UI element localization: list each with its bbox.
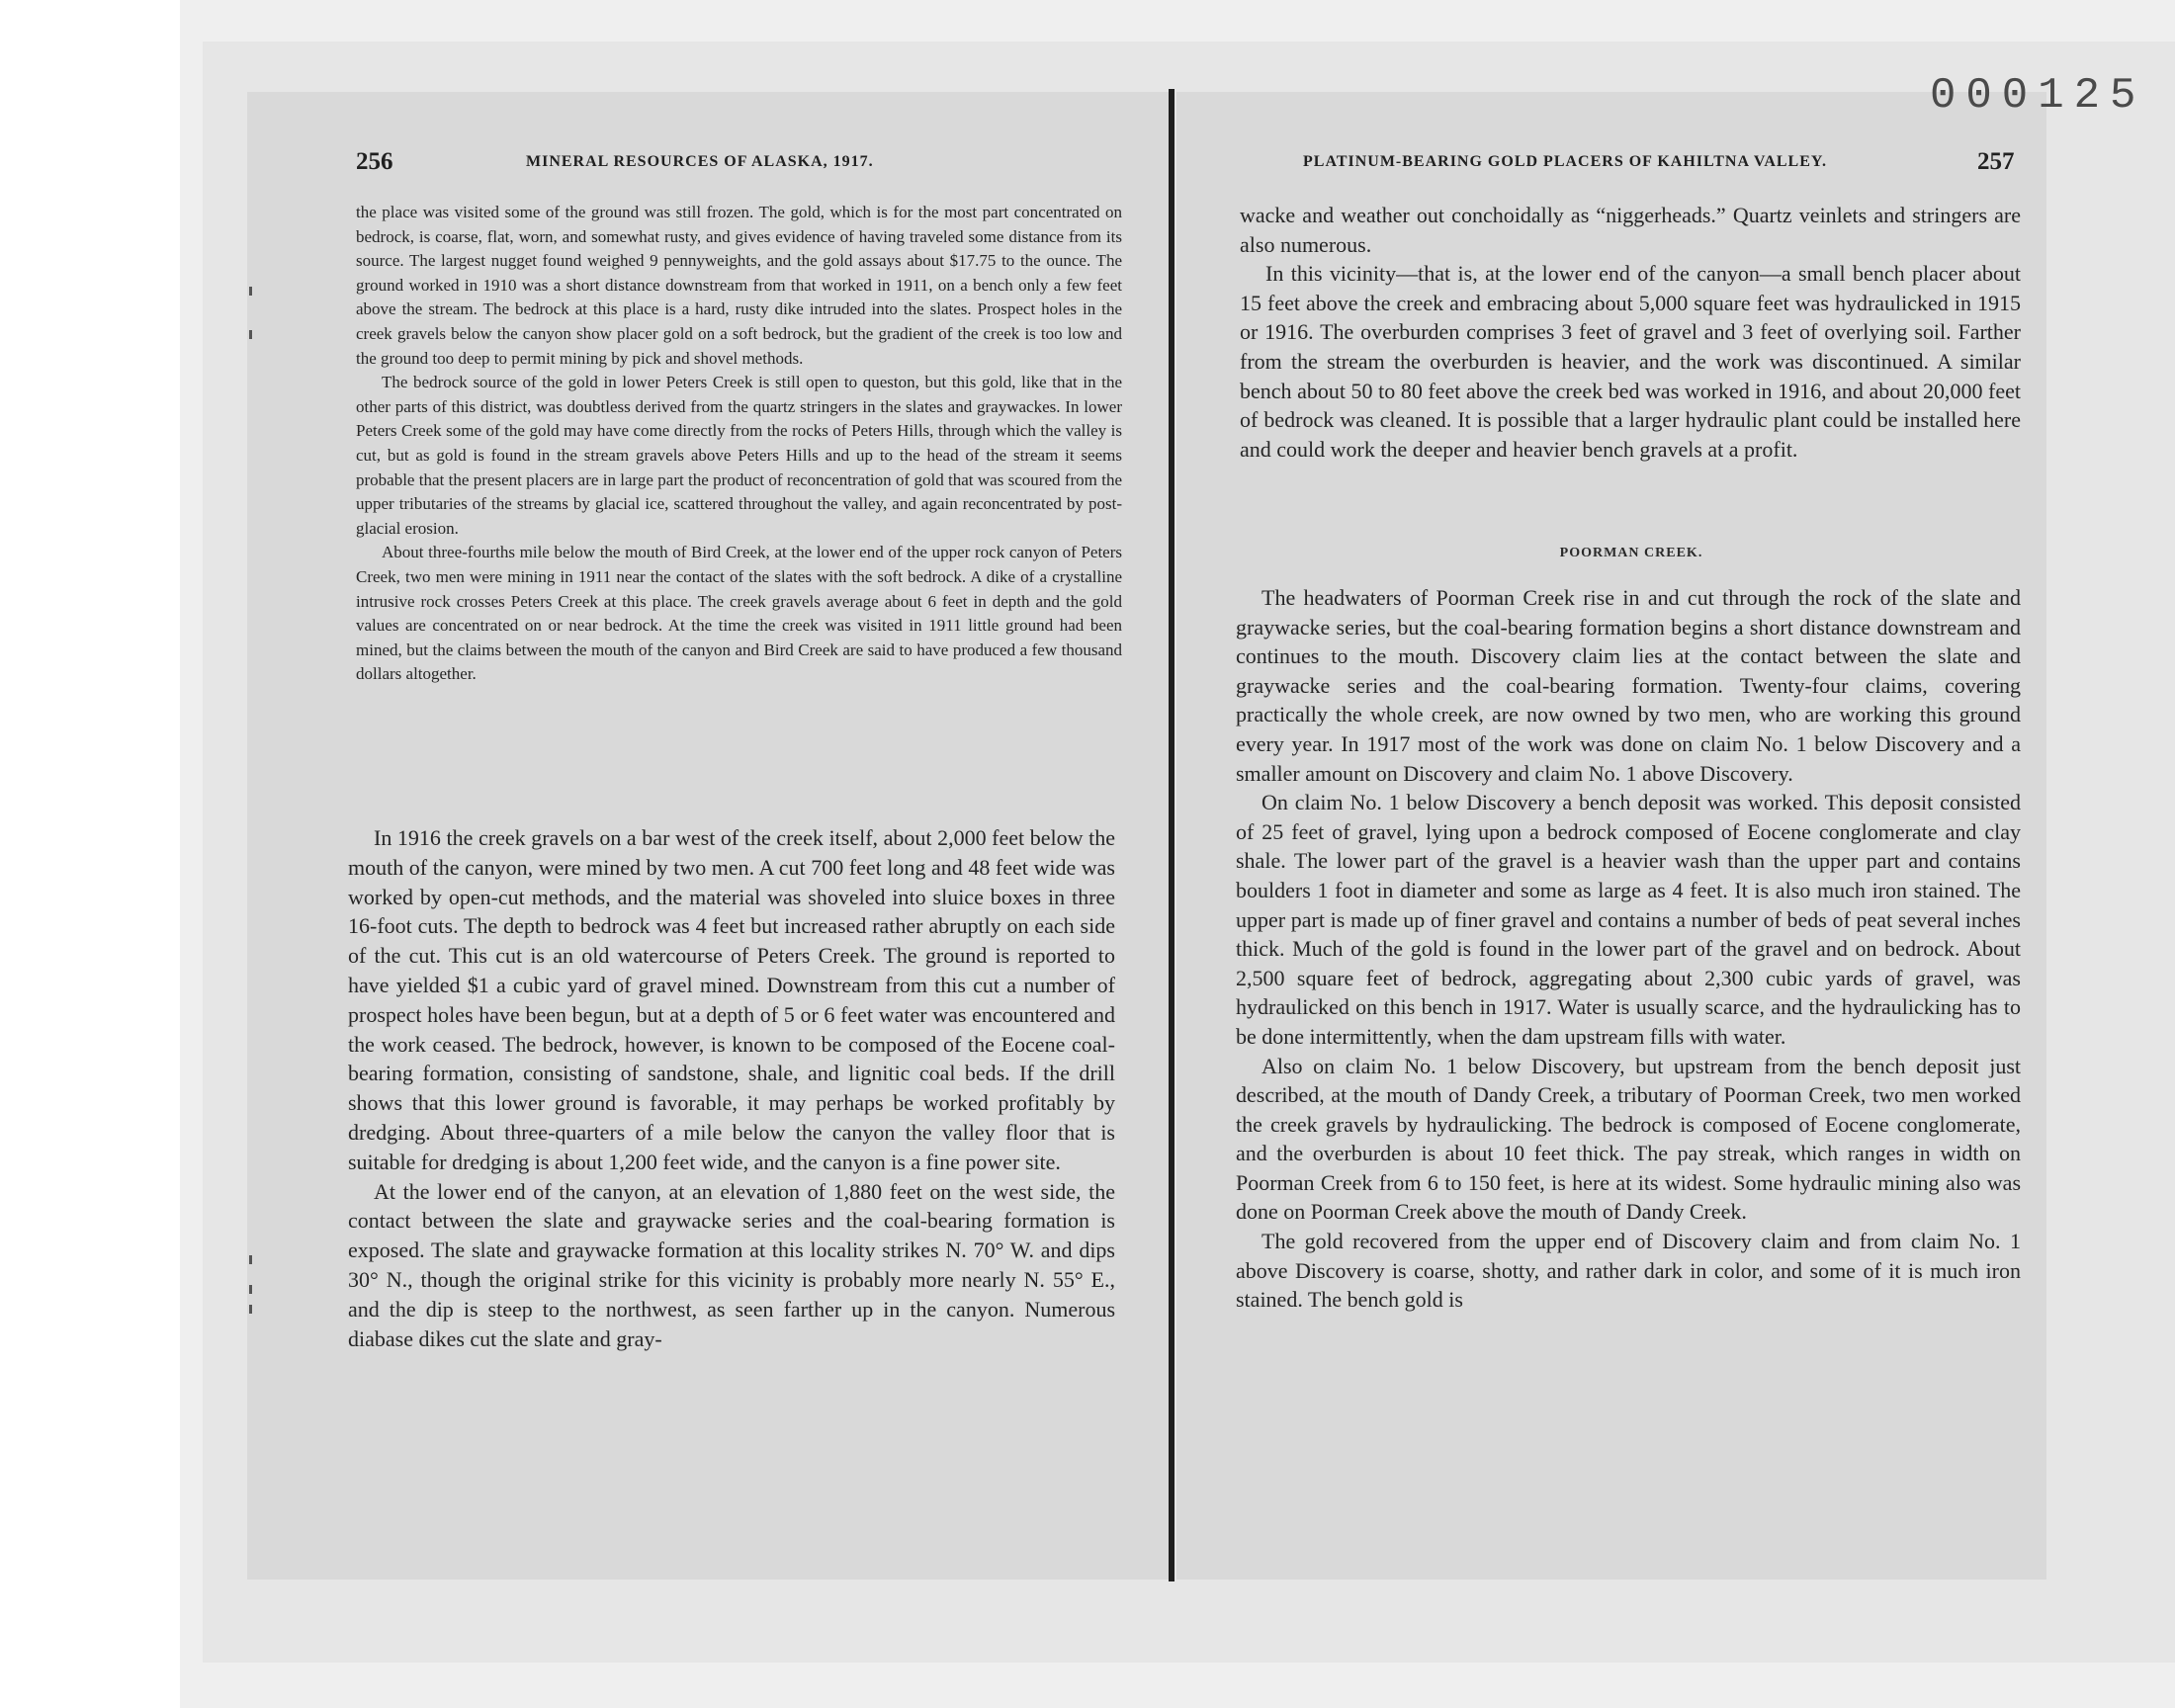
margin-mark	[249, 330, 252, 339]
paragraph: About three-fourths mile below the mouth of Bird Creek, at the lower end of the upper rock canyon of Peters Creek, two men were mining in 1911 near the contact of the slates with the soft bedrock. A dike of a crystalline intrusive rock crosses Peters Creek at this place. The creek gravels average about 6 feet in depth and the gold values are concentrated on or near bedrock. At the time the creek was visited in 1911 little ground had been mined, but the claims between the mouth of the canyon and Bird Creek are said to have produced a few thousand dollars altogether.	[356, 543, 1122, 684]
paragraph: On claim No. 1 below Discovery a bench deposit was worked. This deposit consisted of 25 feet of gravel, lying upon a bedrock composed of Eocene conglomerate and clay shale. The lower part of the gravel is a heavier wash than the upper part and contains boulders 1 foot in diameter and some as large as 4 feet. It is also much iron stained. The upper part is made up of finer gravel and contains a number of beds of peat several inches thick. Much of the gold is found in the lower part of the gravel and on bedrock. About 2,500 square feet of bedrock, aggregating about 2,300 cubic yards of gravel, was hydraulicked on this bench in 1917. Water is usually scarce, and the hydraulicking has to be done intermittently, when the dam upstream fills with water.	[1236, 790, 2021, 1049]
paragraph: In 1916 the creek gravels on a bar west of the creek itself, about 2,000 feet below the mouth of the canyon, were mined by two men. A cut 700 feet long and 48 feet wide was worked by open-cut methods, and the material was shoveled into sluice boxes in three 16-foot cuts. The depth to bedrock was 4 feet but increased rather abruptly on each side of the cut. This cut is an old watercourse of Peters Creek. The ground is reported to have yielded $1 a cubic yard of gravel mined. Downstream from this cut a number of prospect holes have been begun, but at a depth of 5 or 6 feet water was encountered and the work ceased. The bedrock, however, is known to be composed of the Eocene coal-bearing formation, consisting of sandstone, shale, and lignitic coal beds. If the drill shows that this lower ground is favorable, it may perhaps be worked profitably by dredging. About three-quarters of a mile below the canyon the valley floor that is suitable for dredging is about 1,200 feet wide, and the canyon is a fine power site.	[348, 825, 1115, 1174]
page-gutter	[1169, 89, 1174, 1581]
left-running-head: MINERAL RESOURCES OF ALASKA, 1917.	[526, 153, 874, 170]
paragraph: The gold recovered from the upper end of Discovery claim and from claim No. 1 above Discovery is coarse, shotty, and rather dark in color, and some of it is much iron stained. The bench gold is	[1236, 1229, 2021, 1313]
right-bottom-text-block	[1236, 583, 2021, 1315]
left-large-text-block	[348, 823, 1115, 1353]
paragraph: At the lower end of the canyon, at an elevation of 1,880 feet on the west side, the contact between the slate and graywacke series and the coal-bearing formation is exposed. The slate and graywacke formation at this locality strikes N. 70° W. and dips 30° N., though the original strike for this vicinity is probably more nearly N. 55° E., and the dip is steep to the northwest, as seen farther up in the canyon. Numerous diabase dikes cut the slate and gray-	[348, 1178, 1115, 1351]
margin-mark	[249, 287, 252, 296]
margin-mark	[249, 1285, 252, 1294]
paragraph: the place was visited some of the ground was still frozen. The gold, which is for the most part concentrated on bedrock, is coarse, flat, worn, and somewhat rusty, and gives evidence of having traveled some distance from its source. The largest nugget found weighed 9 pennyweights, and the gold assays about $17.75 to the ounce. The ground worked in 1910 was a short distance downstream from that worked in 1911, on a bench only a few feet above the stream. The bedrock at this place is a hard, rusty dike intruded into the slates. Prospect holes in the creek gravels below the canyon show placer gold on a soft bedrock, but the gradient of the creek is too low and the ground too deep to permit mining by pick and shovel methods.	[356, 203, 1122, 368]
margin-mark	[249, 1305, 252, 1314]
paragraph: The bedrock source of the gold in lower Peters Creek is still open to queston, but this gold, like that in the other parts of this district, was doubtless derived from the quartz stringers in the slates and graywackes. In lower Peters Creek some of the gold may have come directly from the rocks of Peters Hills, through which the valley is cut, but as gold is found in the stream gravels above Peters Hills and up to the head of the stream it seems probable that the present placers are in large part the product of reconcentration of gold that was scoured from the upper tributaries of the streams by glacial ice, scattered throughout the valley, and again reconcentrated by post-glacial erosion.	[356, 373, 1122, 538]
right-running-head: PLATINUM-BEARING GOLD PLACERS OF KAHILTNA VALLEY.	[1303, 153, 1827, 170]
section-heading: POORMAN CREEK.	[1559, 546, 1703, 560]
left-small-text-block	[356, 201, 1122, 687]
right-top-text-block	[1240, 201, 2021, 464]
paragraph: The headwaters of Poorman Creek rise in and cut through the rock of the slate and graywacke series, but the coal-bearing formation begins a short distance downstream and continues to the mouth. Discovery claim lies at the contact between the slate and graywacke series and the coal-bearing formation. Twenty-four claims, covering practically the whole creek, are now owned by two men, who are working this ground every year. In 1917 most of the work was done on claim No. 1 below Discovery and a smaller amount on Discovery and claim No. 1 above Discovery.	[1236, 585, 2021, 786]
paragraph: In this vicinity—that is, at the lower end of the canyon—a small bench placer about 15 feet above the creek and embracing about 5,000 square feet was hydraulicked in 1915 or 1916. The overburden comprises 3 feet of gravel and 3 feet of overlying soil. Farther from the stream the overburden is heavier, and the work was discontinued. A similar bench about 50 to 80 feet above the creek bed was worked in 1916, and about 20,000 feet of bedrock was cleaned. It is possible that a larger hydraulic plant could be installed here and could work the deeper and heavier bench gravels at a profit.	[1240, 261, 2021, 462]
right-page-number: 257	[1977, 148, 2015, 175]
left-page-number: 256	[356, 148, 393, 175]
archive-stamp-number: 000125	[1930, 71, 2146, 121]
paragraph: wacke and weather out conchoidally as “niggerheads.” Quartz veinlets and stringers are also numerous.	[1240, 203, 2021, 257]
paragraph: Also on claim No. 1 below Discovery, but upstream from the bench deposit just described, at the mouth of Dandy Creek, a tributary of Poorman Creek, two men worked the creek gravels by hydraulicking. The bedrock is composed of Eocene conglomerate, and the overburden is about 10 feet thick. The pay streak, which ranges in width on Poorman Creek from 6 to 150 feet, is here at its widest. Some hydraulic mining also was done on Poorman Creek above the mouth of Dandy Creek.	[1236, 1053, 2021, 1225]
margin-mark	[249, 1255, 252, 1264]
